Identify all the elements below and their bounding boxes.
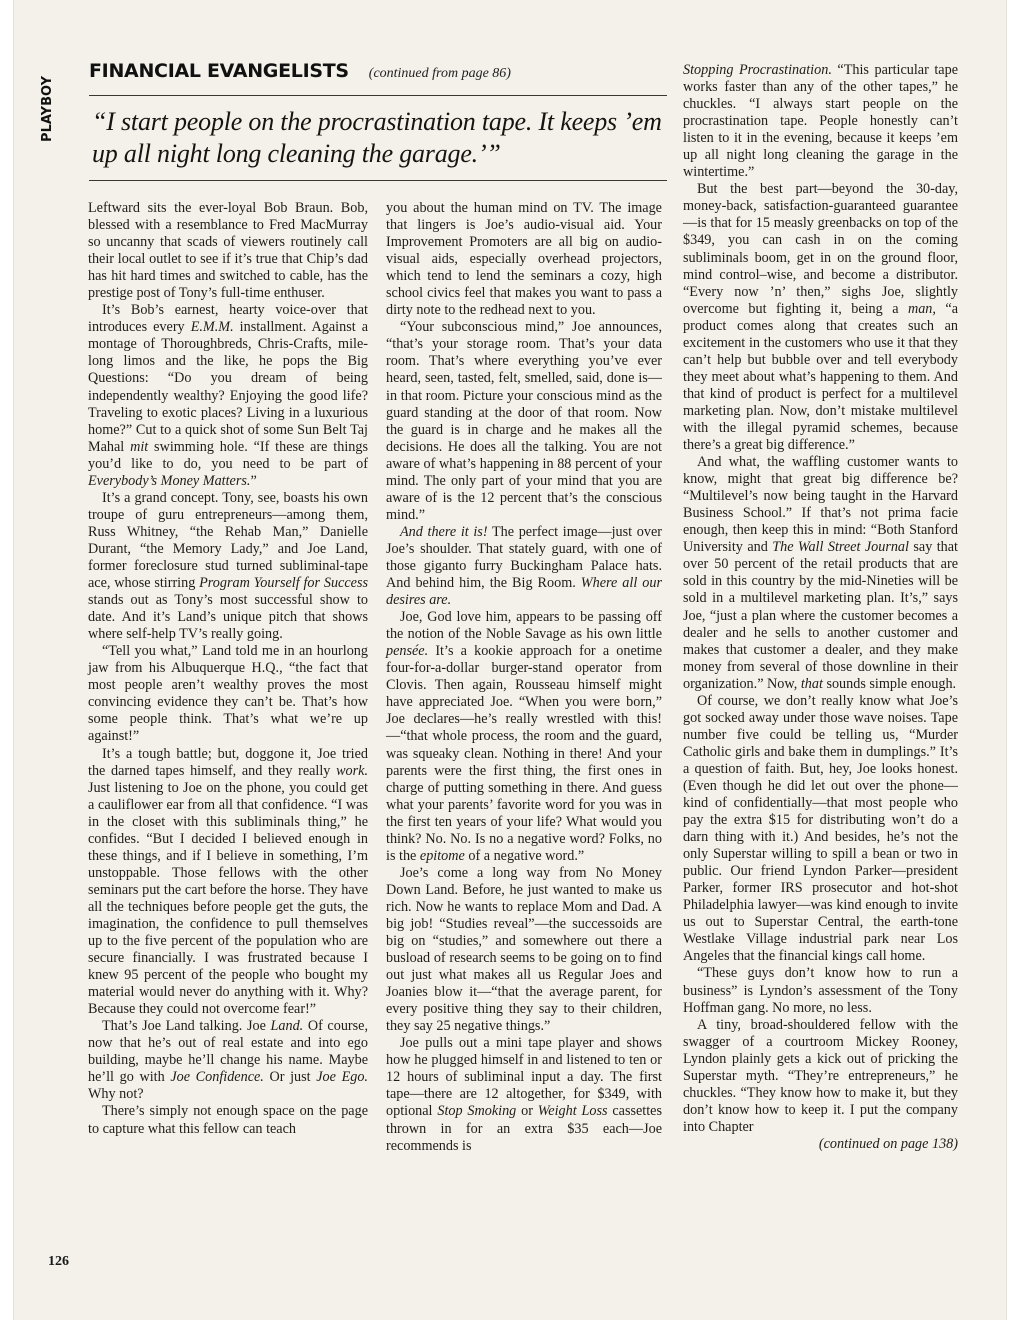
paragraph: “These guys don’t know how to run a business” is Lyndon’s assessment of the Tony Hoffman gang. No more, no less.	[683, 965, 958, 1016]
paragraph: “Tell you what,” Land told me in an hourlong jaw from his Albuquerque H.Q., “the fact that most people aren’t wealthy proves the most convincing evidence they can’t be. That’s how some people think. That’s what we’re up against!”	[88, 643, 368, 745]
pull-quote: “I start people on the procrastination tape. It keeps ’em up all night long cleaning the garage.’”	[92, 107, 662, 168]
paragraph: There’s simply not enough space on the page to capture what this fellow can teach	[88, 1103, 368, 1137]
paragraph: Joe’s come a long way from No Money Down Land. Before, he just wanted to make us rich. Now he wants to replace Mom and Dad. A big job! “Studies reveal”—the successoids are big on “studies,” and somewhere out there a busload of research seems to be going on to find out just what makes all us Regular Joes and Joanies blow it—“that the average parent, for every positive thing they say to their children, they say 25 negative things.”	[386, 864, 662, 1035]
continued-from: (continued from page 86)	[368, 66, 511, 81]
magazine-page	[14, 0, 1006, 1320]
continued-on: (continued on page 138)	[818, 1135, 958, 1152]
magazine-name-text: PLAYBOY	[40, 76, 55, 142]
paragraph: you about the human mind on TV. The image that lingers is Joe’s audio-visual aid. Your Improvement Promoters are all big on audio-visual aids, especially overhead projectors, which tend to lend the seminars a cozy, high school civics feel that makes you want to pass a dirty note to the redhead next to you.	[386, 200, 662, 319]
paragraph: Leftward sits the ever-loyal Bob Braun. Bob, blessed with a resemblance to Fred MacMurray so uncanny that scads of viewers routinely call their local outlet to see if it’s true that Chip’s dad has hit hard times and switched to cable, has the prestige post of Tony’s full-time enthuser.	[88, 200, 368, 302]
paragraph: And there it is! The perfect image—just over Joe’s shoulder. That stately guard, with one of those giganto furry Buckingham Palace hats. And behind him, the Big Room. Where all our desires are.	[386, 523, 663, 609]
paragraph: A tiny, broad-shouldered fellow with the swagger of a courtroom Mickey Rooney, Lyndon plainly gets a kick out of pricking the Superstar myth. “They’re entrepreneurs,” he chuckles. “They know how to make it, but they don’t know how to keep it. I put the company into Chapter	[683, 1016, 958, 1135]
paragraph: Of course, we don’t really know what Joe’s got socked away under those wave noises. Tape number five could be telling us, “Murder Catholic girls and bake them in dumplings.” It’s a question of faith. But, hey, Joe looks honest. (Even though he did let out over the phone—kind of confidentially—that most people who pay the extra $15 for distributing won’t do a darn thing with it.) And besides, he’s not the only Superstar willing to spill a bean or two in public. Our friend Lyndon Parker—president Parker, former IRS prosecutor and hot-shot Philadelphia lawyer—was kind enough to invite us out to Superstar Central, the earth-tone Westlake Village industrial park near Los Angeles that the financial kings call home.	[683, 692, 958, 965]
magazine-name	[40, 64, 62, 142]
text-column-3	[683, 62, 958, 1153]
article-header	[89, 60, 667, 90]
paragraph: But the best part—beyond the 30-day, money-back, satisfaction-guaranteed guarantee—is that for 15 measly greenbacks on top of the $349, you can cash in on the coming subliminals boom, get in on the ground floor, mind control–wise, and become a distributor. “Every now ’n’ then,” sighs Joe, slightly overcome but fighting it, being a man, “a product comes along that creates such an excitement in the customers who use it that they can’t help but bubble over and tell everybody they meet about what’s happening to them. And that kind of product is perfect for a multilevel marketing plan. Now, don’t mistake multilevel with the illegal pyramid schemes, because there’s a great big difference.”	[683, 181, 958, 454]
text-column-1	[88, 200, 368, 1138]
paragraph: Stopping Procrastination. “This particular tape works faster than any of the other tapes,” he chuckles. “I always start people on the procrastination tape. People honestly can’t listen to it in the evening, because it keeps ’em up all night long cleaning the garage in the wintertime.”	[683, 62, 958, 181]
paragraph: Joe pulls out a mini tape player and shows how he plugged himself in and listened to ten or 12 hours of subliminal input a day. The first tape—there are 12 altogether, for $349, with optional Stop Smoking or Weight Loss cassettes thrown in for an extra $35 each—Joe recommends is	[386, 1035, 662, 1154]
rule-bottom	[89, 180, 667, 181]
paragraph: And what, the waffling customer wants to know, might that great big difference be? “Multilevel’s now being taught in the Harvard Business School.” If that’s not prima facie enough, then keep this in mind: “Both Stanford University and The Wall Street Journal say that over 50 percent of the retail products that are sold in this country by the mid-Nineties will be sold in a multilevel marketing plan. It’s,” says Joe, “just a plan where the customer becomes a dealer and he sells to another customer and makes that customer a dealer, and they make money from several of those downline in their organization.” Now, that sounds simple enough.	[683, 454, 958, 692]
text-column-2	[386, 200, 662, 1155]
paragraph: Joe, God love him, appears to be passing off the notion of the Noble Savage as his own little pensée. It’s a kookie approach for a onetime four-for-a-dollar burger-stand operator from Clovis. Then again, Rousseau himself might have appreciated Joe. “When you were born,” Joe declares—he’s really wrestled with this!—“that whole process, the room and the guard, was squeaky clean. Nothing in there! And your parents were the first thing, the first ones in charge of putting something in there. And guess what your parents’ favorite word for you was in the first ten years of your life? What would you think? No. No. Is no a negative word? Folks, no is the epitome of a negative word.”	[386, 609, 662, 864]
page-number: 126	[48, 1254, 69, 1269]
paragraph: That’s Joe Land talking. Joe Land. Of course, now that he’s out of real estate and into ego building, maybe he’ll change his name. Maybe he’ll go with Joe Confidence. Or just Joe Ego. Why not?	[88, 1018, 369, 1103]
paragraph: “Your subconscious mind,” Joe announces, “that’s your storage room. That’s your data room. That’s where everything you’ve ever heard, seen, tasted, felt, smelled, said, done is—in that room. Picture your conscious mind as the guard standing at the door of that room. Now the guard is in charge and he makes all the decisions. He does all the talking. You are not aware of what’s happening in 88 percent of your mind. The only part of your mind that you are aware of is the 12 percent that’s the conscious mind.”	[386, 319, 662, 523]
section-title: FINANCIAL EVANGELISTS	[89, 60, 349, 82]
paragraph: It’s a tough battle; but, doggone it, Joe tried the darned tapes himself, and they really work. Just listening to Joe on the phone, you could get a cauliflower ear from all that confidence. “I was in the closet with this subliminals thing,” he confides. “But I decided I believed enough in these things, and if I believe in something, I’m unstoppable. Those fellows with the other seminars put the cart before the horse. They have all the techniques before people get the guts, the imagination, the confidence to pull themselves up to the five percent of the population who are secure financially. I was frustrated because I knew 95 percent of the people who bought my material would never do anything with it. Why? Because they could not overcome fear!”	[88, 745, 368, 1018]
paragraph: It’s a grand concept. Tony, see, boasts his own troupe of guru entrepreneurs—among them, Russ Whitney, “the Rehab Man,” Danielle Durant, “the Memory Lady,” and Joe Land, former foreclosure stud turned subliminal-tape ace, whose stirring Program Yourself for Success stands out as Tony’s most successful show to date. And it’s Land’s unique pitch that shows where self-help TV’s really going.	[88, 489, 368, 643]
paragraph: It’s Bob’s earnest, hearty voice-over that introduces every E.M.M. installment. Against a montage of Thoroughbreds, Chris-Crafts, mile-long limos and the like, he pops the Big Questions: “Do you dream of being independently wealthy? Enjoying the good life? Traveling to exotic places? Living in a luxurious home?” Cut to a quick shot of some Sun Belt Taj Mahal mit swimming hole. “If these are things you’d like to do, you need to be part of Everybody’s Money Matters.”	[88, 302, 368, 489]
rule-top	[89, 95, 667, 96]
